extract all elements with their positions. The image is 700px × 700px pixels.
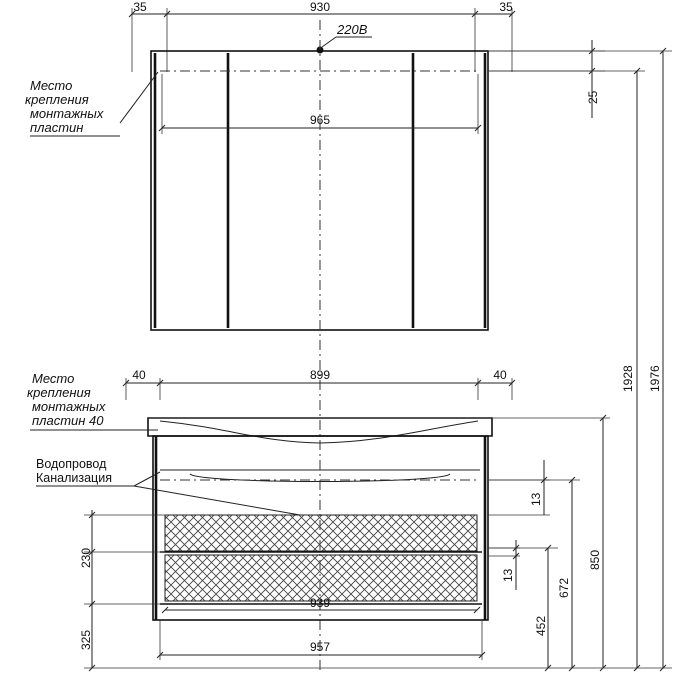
power-label: 220В	[337, 22, 368, 37]
cabinet-dim-right-offset: 40	[493, 368, 507, 382]
cabinet-dim-672: 672	[557, 577, 571, 598]
cabinet-dim-left-offset: 40	[132, 368, 146, 382]
svg-text:Канализация: Канализация	[36, 471, 112, 485]
svg-text:Водопровод: Водопровод	[36, 457, 107, 471]
overall-dim-1928: 1928	[621, 365, 635, 392]
lower-drawer-hatch	[165, 555, 477, 601]
mirror-cabinet	[25, 0, 605, 330]
cabinet-dim-drawer-gap-bottom: 13	[501, 568, 515, 582]
utilities-label	[36, 457, 112, 485]
svg-text:пластин 40: пластин 40	[32, 413, 104, 428]
svg-text:Место: Место	[30, 78, 73, 93]
cabinet-mount-label	[27, 371, 106, 428]
overall-dim-1976: 1976	[648, 365, 662, 392]
svg-text:монтажных: монтажных	[32, 399, 106, 414]
mirror-dim-right-offset: 35	[499, 0, 513, 14]
mirror-dim-top-offset: 25	[586, 90, 600, 104]
svg-text:Место: Место	[32, 371, 75, 386]
vanity-cabinet	[27, 368, 610, 671]
mirror-dim-span: 930	[309, 0, 331, 14]
cabinet-dim-drawer-height: 230	[79, 547, 93, 568]
svg-text:монтажных: монтажных	[30, 106, 104, 121]
mirror-dim-width: 965	[309, 113, 331, 127]
mirror-mount-label	[25, 78, 104, 135]
cabinet-dim-850: 850	[588, 549, 602, 570]
cabinet-dim-floor-height: 325	[79, 629, 93, 650]
cabinet-dim-span: 899	[309, 368, 331, 382]
svg-text:крепления: крепления	[27, 385, 91, 400]
mirror-dim-left-offset: 35	[133, 0, 147, 14]
cabinet-dim-drawer-gap-top: 13	[529, 492, 543, 506]
svg-text:крепления: крепления	[25, 92, 89, 107]
cabinet-dim-452: 452	[534, 615, 548, 636]
cabinet-dim-inner-width: 939	[309, 596, 331, 610]
upper-drawer-hatch	[165, 515, 477, 551]
svg-text:пластин: пластин	[30, 120, 84, 135]
cabinet-dim-outer-width: 957	[309, 640, 331, 654]
